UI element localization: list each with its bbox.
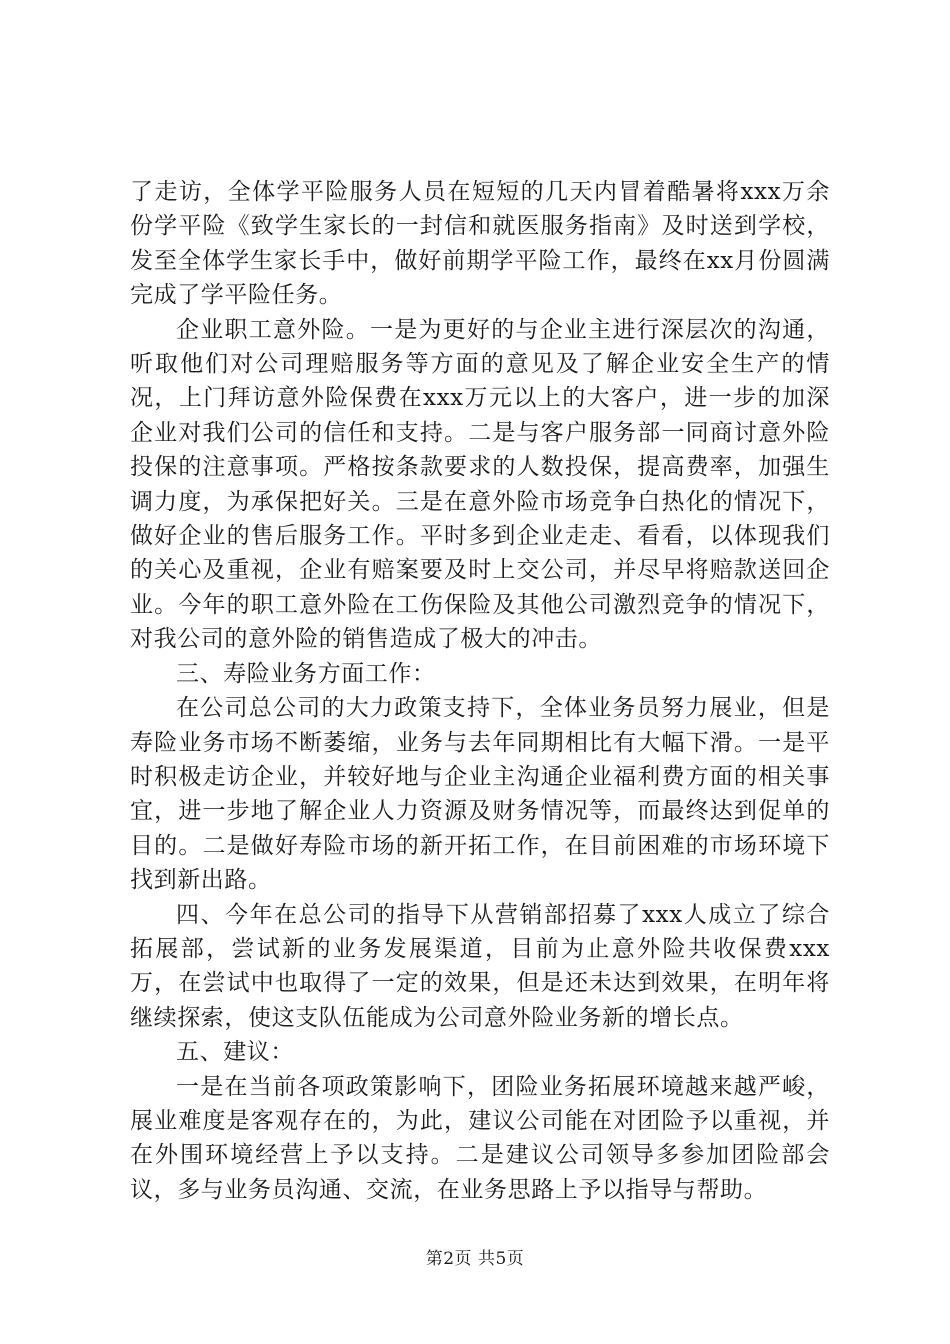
section-heading-6: 五、建议： bbox=[176, 1039, 294, 1066]
section-heading-3: 三、寿险业务方面工作： bbox=[176, 660, 436, 687]
paragraph-4: 在公司总公司的大力政策支持下，全体业务员努力展业，但是寿险业务市场不断萎缩，业务与去年同期相比有大幅下滑。一是平时积极走访企业，并较好地与企业主沟通企业福利费方面的相关事宜，进一步地了解企业人力资源及财务情况等，而最终达到促单的目的。二是做好寿险市场的新开拓工作，在目前困难的市场环境下找到新出路。 bbox=[130, 695, 830, 894]
page-number-footer: 第2页 共5页 bbox=[425, 1249, 525, 1269]
paragraph-5: 四、今年在总公司的指导下从营销部招募了xxx人成立了综合拓展部，尝试新的业务发展渠道，目前为止意外险共收保费xxx万，在尝试中也取得了一定的效果，但是还未达到效果，在明年将继续探索，使这支队伍能成为公司意外险业务新的增长点。 bbox=[130, 901, 830, 1031]
paragraph-1: 了走访，全体学平险服务人员在短短的几天内冒着酷暑将xxx万余份学平险《致学生家长的一封信和就医服务指南》及时送到学校，发至全体学生家长手中，做好前期学平险工作，最终在xx月份圆满完成了学平险任务。 bbox=[130, 179, 830, 309]
paragraph-7: 一是在当前各项政策影响下，团险业务拓展环境越来越严峻，展业难度是客观存在的，为此，建议公司能在对团险予以重视，并在外围环境经营上予以支持。二是建议公司领导多参加团险部会议，多与业务员沟通、交流，在业务思路上予以指导与帮助。 bbox=[130, 1073, 830, 1203]
document-body bbox=[130, 175, 830, 1207]
paragraph-2: 企业职工意外险。一是为更好的与企业主进行深层次的沟通，听取他们对公司理赔服务等方面的意见及了解企业安全生产的情况，上门拜访意外险保费在xxx万元以上的大客户，进一步的加深企业对我们公司的信任和支持。二是与客户服务部一同商讨意外险投保的注意事项。严格按条款要求的人数投保，提高费率，加强生调力度，为承保把好关。三是在意外险市场竞争白热化的情况下，做好企业的售后服务工作。平时多到企业走走、看看，以体现我们的关心及重视，企业有赔案要及时上交公司，并尽早将赔款送回企业。今年的职工意外险在工伤保险及其他公司激烈竞争的情况下，对我公司的意外险的销售造成了极大的冲击。 bbox=[130, 316, 830, 653]
